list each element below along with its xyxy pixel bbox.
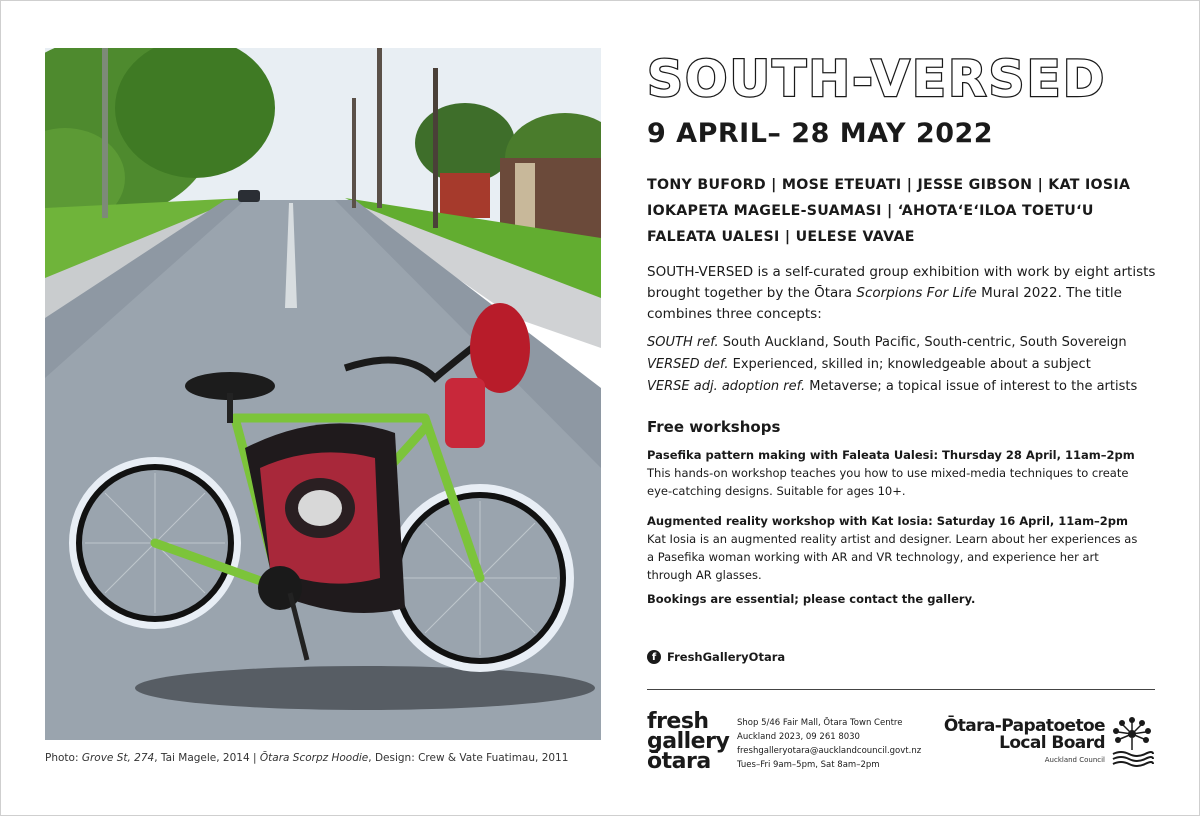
- artist-list: [647, 172, 1167, 250]
- artists-line-3: FALEATA UALESI | UELESE VAVAE: [647, 229, 915, 245]
- caption-work-title-2: Ōtara Scorpz Hoodie: [259, 752, 369, 764]
- address-line: Auckland 2023, 09 261 8030: [737, 732, 860, 742]
- intro-text-1: SOUTH-VERSED is a self-curated group exhibition with work by eight artists brought together by the Ōtara: [647, 264, 1156, 301]
- caption-prefix: Photo:: [45, 752, 82, 764]
- bicycle-street-photo: [45, 48, 601, 740]
- intro-mural-name: Scorpions For Life: [856, 285, 977, 301]
- board-name-line-2: Local Board: [999, 733, 1105, 753]
- workshop-item: [647, 512, 1147, 584]
- board-name: [944, 718, 1105, 752]
- board-name-line-1: Ōtara-Papatoetoe: [943, 716, 1105, 736]
- intro-text-2: Mural 2022. The title combines three concepts:: [647, 285, 1122, 322]
- workshop-title: Augmented reality workshop with Kat Iosia: Saturday 16 April, 11am–2pm: [647, 514, 1129, 528]
- concept-term: VERSE adj. adoption ref.: [647, 379, 806, 394]
- local-board-logo: [940, 716, 1155, 776]
- email-link[interactable]: freshgalleryotara@aucklandcouncil.govt.nz: [737, 746, 922, 756]
- concept-term: SOUTH ref.: [647, 335, 719, 350]
- exhibition-dates: 9 APRIL– 28 MAY 2022: [647, 118, 994, 149]
- council-name: Auckland Council: [1044, 756, 1105, 764]
- concept-text: Metaverse; a topical issue of interest to the artists: [805, 379, 1138, 394]
- fresh-gallery-logo: [647, 709, 730, 774]
- opening-hours: Tues–Fri 9am–5pm, Sat 8am–2pm: [737, 760, 880, 770]
- concept-item: [647, 332, 1162, 354]
- logo-line-2: gallery: [647, 729, 730, 754]
- exhibition-title: SOUTH-VERSED: [647, 50, 1107, 108]
- logo-line-3: ōtara: [647, 749, 711, 774]
- concepts-list: [647, 332, 1162, 398]
- artists-line-2: IOKAPETA MAGELE-SUAMASI | ʻAHOTAʻEʻILOA TOETUʻU: [647, 203, 1094, 219]
- facebook-link[interactable]: [647, 650, 785, 664]
- photo-caption: [45, 752, 615, 764]
- caption-middle: , Tai Magele, 2014 |: [154, 752, 260, 764]
- concept-item: [647, 354, 1162, 376]
- concept-text: Experienced, skilled in; knowledgeable about a subject: [728, 357, 1091, 372]
- pohutukawa-emblem-icon: [1109, 716, 1155, 768]
- gallery-address: [737, 716, 927, 772]
- facebook-icon: f: [647, 650, 661, 664]
- intro-paragraph: [647, 262, 1157, 325]
- concept-item: [647, 376, 1162, 398]
- artists-line-1: TONY BUFORD | MOSE ETEUATI | JESSE GIBSON | KAT IOSIA: [647, 177, 1131, 193]
- concept-text: South Auckland, South Pacific, South-centric, South Sovereign: [718, 335, 1127, 350]
- workshop-item: [647, 446, 1147, 500]
- concept-term: VERSED def.: [647, 357, 729, 372]
- caption-suffix: , Design: Crew & Vate Fuatimau, 2011: [368, 752, 569, 764]
- footer-divider: [647, 689, 1155, 690]
- logo-line-1: fresh: [647, 709, 709, 734]
- workshop-description: This hands-on workshop teaches you how to use mixed-media techniques to create eye-catching designs. Suitable for ages 10+.: [647, 466, 1129, 498]
- facebook-handle: FreshGalleryOtara: [667, 650, 786, 664]
- workshops-heading: Free workshops: [647, 418, 781, 436]
- address-line: Shop 5/46 Fair Mall, Ōtara Town Centre: [737, 718, 903, 728]
- workshop-title: Pasefika pattern making with Faleata Ualesi: Thursday 28 April, 11am–2pm: [647, 448, 1135, 462]
- booking-note: Bookings are essential; please contact the gallery.: [647, 592, 976, 606]
- caption-work-title-1: Grove St, 274: [81, 752, 155, 764]
- workshop-description: Kat Iosia is an augmented reality artist and designer. Learn about her experiences as a Pasefika woman working with AR and VR technology, and experience her art through AR glasses.: [647, 532, 1138, 582]
